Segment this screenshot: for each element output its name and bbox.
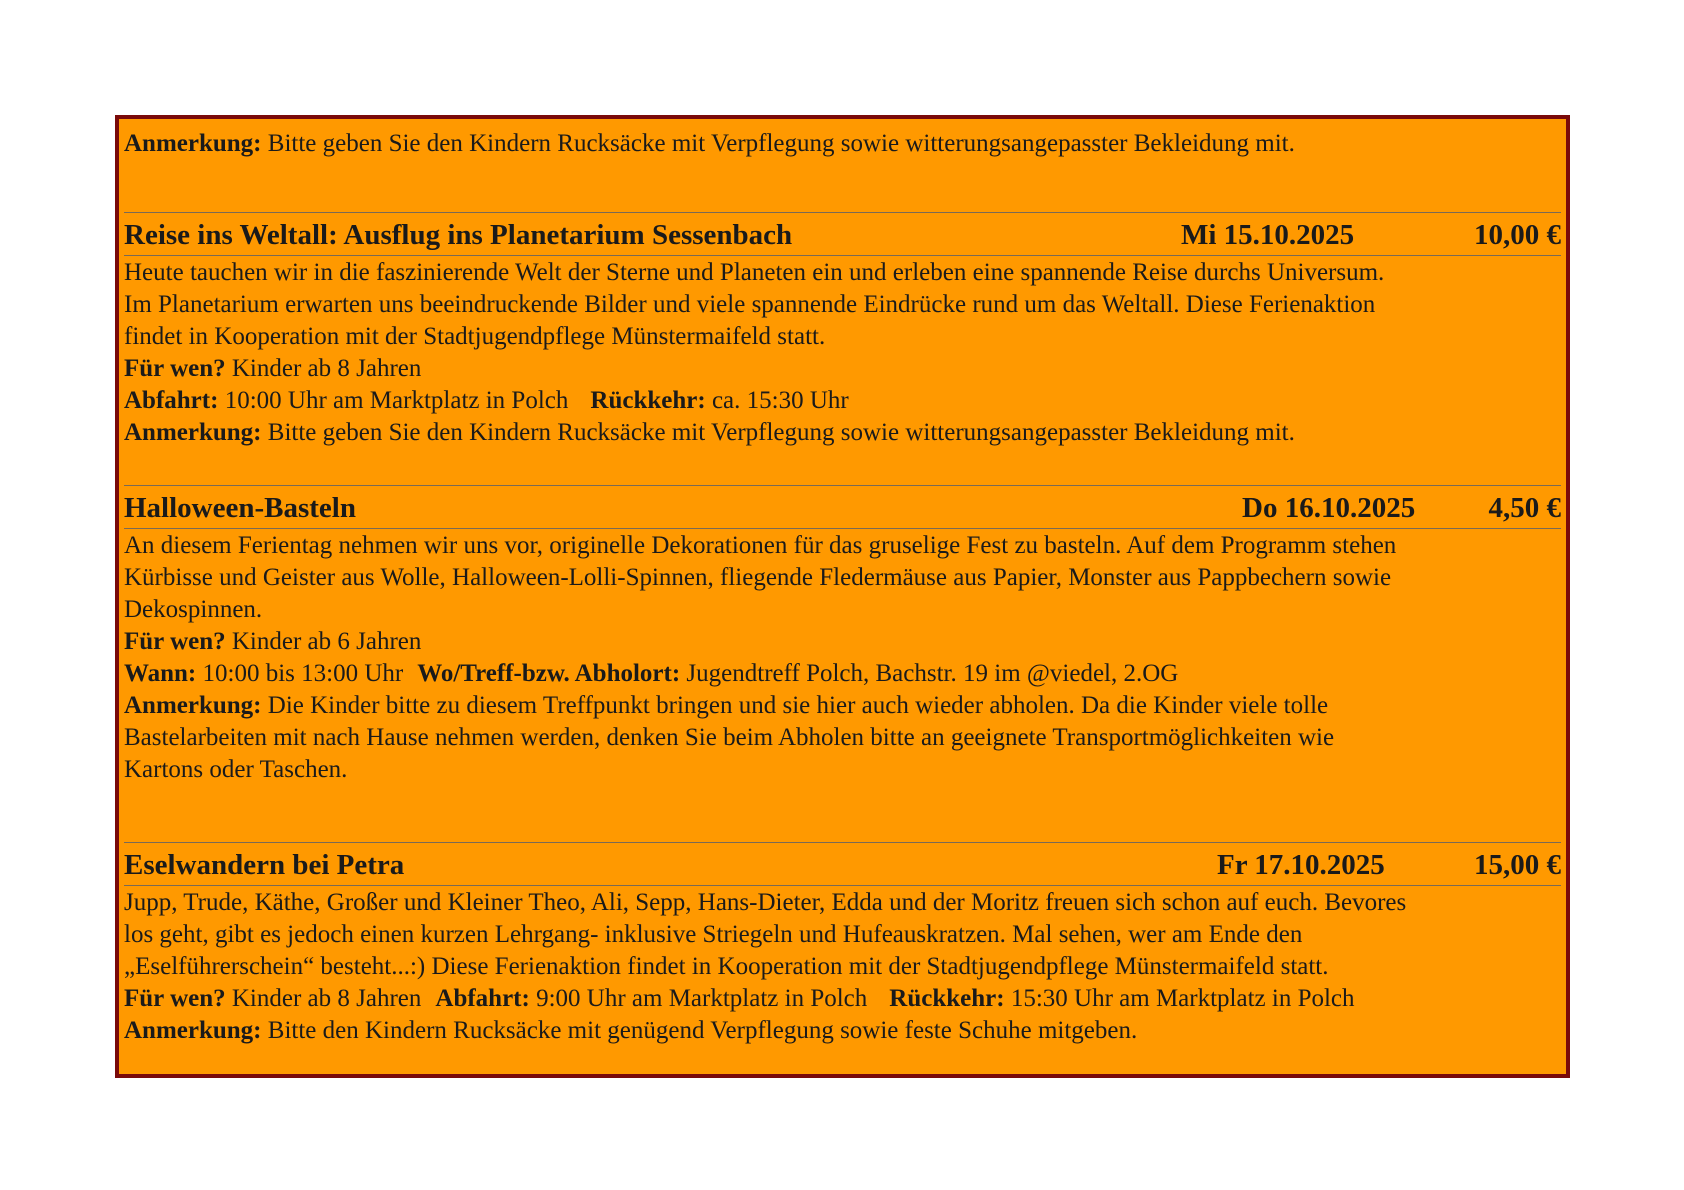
return-label: Rückkehr:: [590, 387, 706, 414]
divider: [124, 255, 1561, 256]
audience-label: Für wen?: [124, 355, 226, 382]
event-date: Mi 15.10.2025: [1181, 219, 1355, 251]
event-title: Reise ins Weltall: Ausflug ins Planetarium Sessenbach: [124, 219, 793, 251]
event-header: [124, 845, 1561, 885]
event-header: [124, 488, 1561, 528]
event-title: Halloween-Basteln: [124, 492, 356, 524]
audience-value: Kinder ab 8 Jahren: [225, 355, 422, 382]
event-price: 10,00 €: [1474, 219, 1561, 251]
return-value: 15:30 Uhr am Marktplatz in Polch: [1004, 985, 1355, 1012]
event-price: 4,50 €: [1488, 492, 1561, 524]
note-text: Die Kinder bitte zu diesem Treffpunkt bringen und sie hier auch wieder abholen. Da die Kinder viele tolle: [261, 692, 1329, 719]
event-note-line: Kartons oder Taschen.: [124, 756, 348, 783]
event-note: [124, 690, 1561, 722]
top-note: [124, 128, 1561, 160]
event-desc-line: findet in Kooperation mit der Stadtjugendpflege Münstermaifeld statt.: [124, 323, 826, 350]
event-title: Eselwandern bei Petra: [124, 849, 405, 881]
divider: [124, 212, 1561, 213]
place-value: Jugendtreff Polch, Bachstr. 19 im @viedel, 2.OG: [680, 660, 1179, 687]
event-header: [124, 215, 1561, 255]
departure-value: 10:00 Uhr am Marktplatz in Polch: [218, 387, 569, 414]
note-label: Anmerkung:: [124, 130, 262, 157]
audience-value: Kinder ab 6 Jahren: [225, 628, 422, 655]
return-label: Rückkehr:: [889, 985, 1005, 1012]
departure-label: Abfahrt:: [124, 387, 219, 414]
event-audience-departure-return: [124, 983, 1561, 1015]
event-desc-line: Heute tauchen wir in die faszinierende Welt der Sterne und Planeten ein und erleben eine spannende Reise durchs Universum.: [124, 259, 1385, 286]
note-label: Anmerkung:: [124, 419, 262, 446]
departure-label: Abfahrt:: [435, 985, 530, 1012]
event-desc-line: Jupp, Trude, Käthe, Großer und Kleiner Theo, Ali, Sepp, Hans-Dieter, Edda und der Moritz freuen sich schon auf euch. Bevores: [124, 889, 1407, 916]
note-text: Bitte geben Sie den Kindern Rucksäcke mit Verpflegung sowie witterungsangepasster Bekleidung mit.: [261, 130, 1295, 157]
audience-value: Kinder ab 8 Jahren: [225, 985, 422, 1012]
event-price: 15,00 €: [1474, 849, 1561, 881]
events-box: [115, 115, 1570, 1078]
event-departure-return: [124, 385, 1561, 417]
return-value: ca. 15:30 Uhr: [705, 387, 849, 414]
event-desc-line: Dekospinnen.: [124, 596, 263, 623]
event-note: [124, 417, 1561, 449]
note-text: Bitte geben Sie den Kindern Rucksäcke mit Verpflegung sowie witterungsangepasster Bekleidung mit.: [261, 419, 1295, 446]
time-label: Wann:: [124, 660, 197, 687]
event-audience: [124, 353, 1561, 385]
divider: [124, 842, 1561, 843]
note-label: Anmerkung:: [124, 692, 262, 719]
divider: [124, 528, 1561, 529]
event-note-line: Bastelarbeiten mit nach Hause nehmen werden, denken Sie beim Abholen bitte an geeignete Transportmöglichkeiten wie: [124, 724, 1335, 751]
event-desc-line: Kürbisse und Geister aus Wolle, Halloween-Lolli-Spinnen, fliegende Fledermäuse aus Papier, Monster aus Pappbechern sowie: [124, 564, 1392, 591]
divider: [124, 485, 1561, 486]
time-value: 10:00 bis 13:00 Uhr: [196, 660, 404, 687]
event-desc-line: Im Planetarium erwarten uns beeindruckende Bilder und viele spannende Eindrücke rund um das Weltall. Diese Ferienaktion: [124, 291, 1376, 318]
event-note: [124, 1015, 1561, 1047]
note-text: Bitte den Kindern Rucksäcke mit genügend Verpflegung sowie feste Schuhe mitgeben.: [261, 1017, 1138, 1044]
place-label: Wo/Treff-bzw. Abholort:: [417, 660, 681, 687]
event-date: Fr 17.10.2025: [1217, 849, 1385, 881]
event-desc-line: An diesem Ferientag nehmen wir uns vor, originelle Dekorationen für das gruselige Fest zu basteln. Auf dem Programm stehen: [124, 532, 1397, 559]
event-time-place: [124, 658, 1561, 690]
departure-value: 9:00 Uhr am Marktplatz in Polch: [529, 985, 868, 1012]
audience-label: Für wen?: [124, 985, 226, 1012]
note-label: Anmerkung:: [124, 1017, 262, 1044]
event-desc-line: „Eselführerschein“ besteht...:) Diese Ferienaktion findet in Kooperation mit der Stadtjugendpflege Münstermaifeld statt.: [124, 953, 1329, 980]
event-date: Do 16.10.2025: [1242, 492, 1416, 524]
audience-label: Für wen?: [124, 628, 226, 655]
event-desc-line: los geht, gibt es jedoch einen kurzen Lehrgang- inklusive Striegeln und Hufeauskratzen. Mal sehen, wer am Ende den: [124, 921, 1303, 948]
event-audience: [124, 626, 1561, 658]
divider: [124, 885, 1561, 886]
